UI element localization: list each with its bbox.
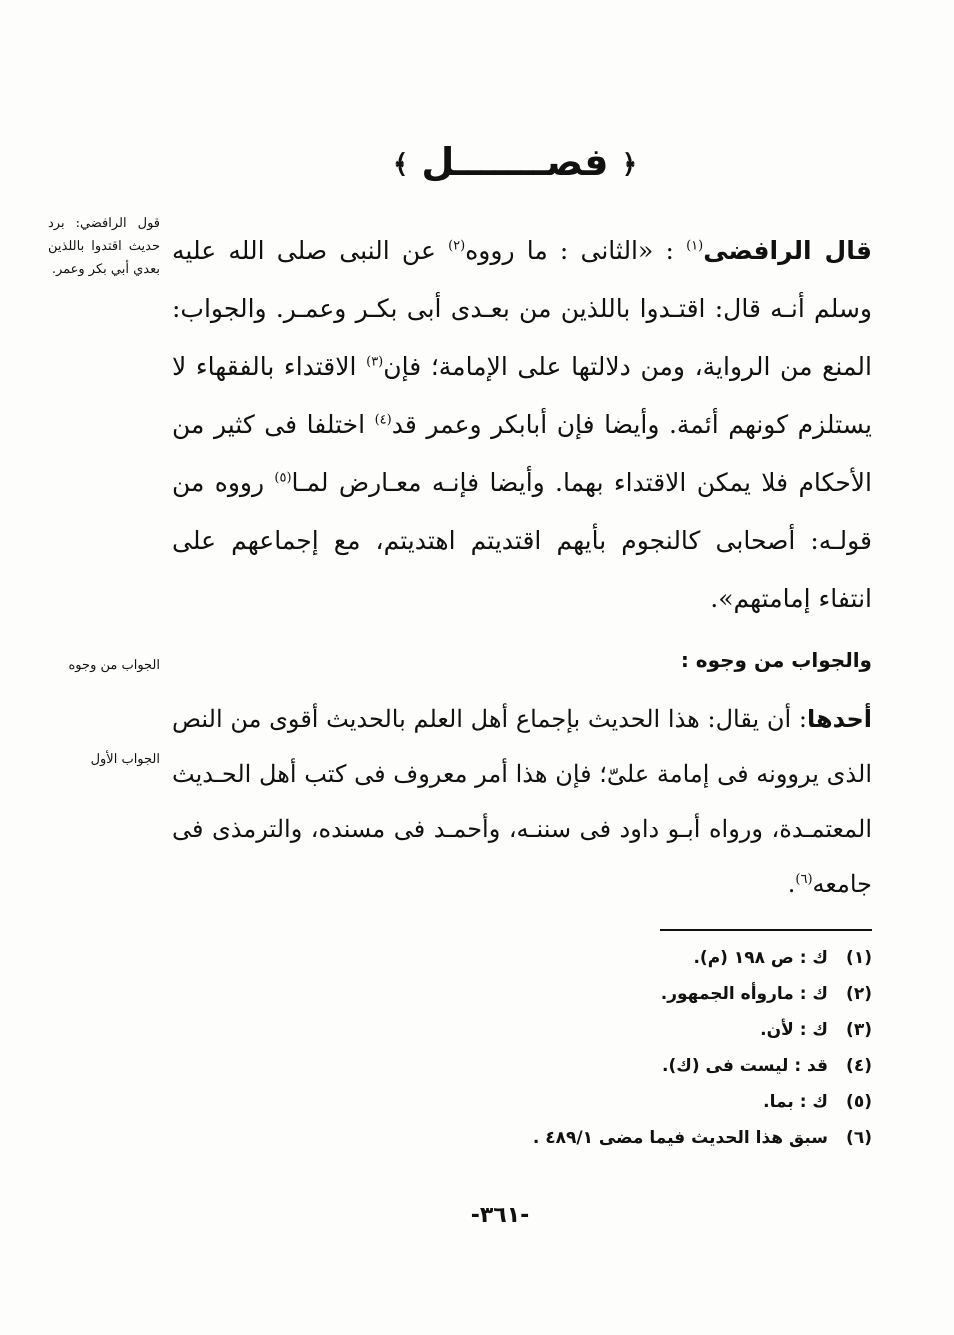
page-number: -٣٦١- [470,1203,530,1228]
answer-text-b: . [787,870,796,898]
margin-note-first-answer: الجواب الأول [90,752,160,767]
footnote-number: (٦) [846,1128,872,1148]
footnote-item [450,1120,872,1156]
footnote-text: سبق هذا الحديث فيما مضى ٤٨٩/١ . [532,1128,828,1148]
section-heading [380,140,650,196]
footnote-text: ك : لأن. [760,1020,828,1040]
footnote-ref-3: (٣) [366,354,384,370]
main-paragraph [172,222,872,628]
answer-paragraph [172,692,872,912]
footnote-ref-2: (٢) [448,238,466,254]
section-title: فصـــــــل [421,140,609,184]
footnote-item [450,1048,872,1084]
footnote-divider [660,929,872,931]
footnote-number: (٤) [846,1056,872,1076]
intro-text-e: رووه من قولـه: أصحابى كالنجوم بأيهم اقتديتم اهتديتم، مع إجماعهم على انتفاء إمامتهم». [172,468,872,613]
footnote-number: (٣) [846,1020,872,1040]
margin-note-rafidi: قول الرافضي: برد حديث اقتدوا باللذين بعدي أبي بكر وعمر. [48,216,160,277]
ornament-left: ﴿ [621,149,638,180]
footnote-number: (٢) [846,984,872,1004]
intro-text-a: : «الثانى : ما رووه [465,236,687,265]
footnote-item [450,940,872,976]
intro-text-b: عن النبى صلى الله عليه وسلم أنـه قال: اقتـدوا باللذين من بعـدى أبى بكـر وعمـر. والجواب: المنع من الرواية، ومن دلالتها على الإمامة؛ فإن [172,236,872,381]
intro-text-c: الاقتداء بالفقهاء لا يستلزم كونهم أئمة. وأيضا فإن أبابكر وعمر قد [172,352,873,439]
footnote-item [450,1012,872,1048]
answer-text-a: : أن يقال: هذا الحديث بإجماع أهل العلم بالحديث أقوى من النص الذى يروونه فى إمامة علىّ؛ فإن هذا أمر معروف فى كتب أهل الحـديث المعتمـدة، ورواه أبـو داود فى سننـه، وأحمـد فى مسنده، والترمذى فى جامعه [172,705,872,898]
footnote-text: ك : ص ١٩٨ (م). [693,948,828,968]
footnotes [450,940,872,1156]
footnote-ref-6: (٦) [795,872,813,887]
footnote-number: (٥) [846,1092,872,1112]
speaker-label: قال الرافضى [703,236,872,265]
footnote-text: ك : بما. [763,1092,828,1112]
footnote-number: (١) [846,948,872,968]
intro-text-d: اختلفا فى كثير من الأحكام فلا يمكن الاقتداء بهما. وأيضا فإنـه معـارض لمـا [172,410,873,497]
footnote-ref-1: (١) [686,238,704,254]
ornament-right: ﴾ [392,149,409,180]
first-answer-label: أحدها [806,705,873,733]
footnote-item [450,976,872,1012]
footnote-text: ك : ماروأه الجمهور. [660,984,828,1004]
answer-heading: والجواب من وجوه : [680,648,872,672]
footnote-ref-5: (٥) [274,470,292,486]
footnote-ref-4: (٤) [374,412,392,428]
margin-note-answer-aspects: الجواب من وجوه [68,658,160,673]
footnote-text: قد : ليست فى (ك). [662,1056,828,1076]
footnote-item [450,1084,872,1120]
